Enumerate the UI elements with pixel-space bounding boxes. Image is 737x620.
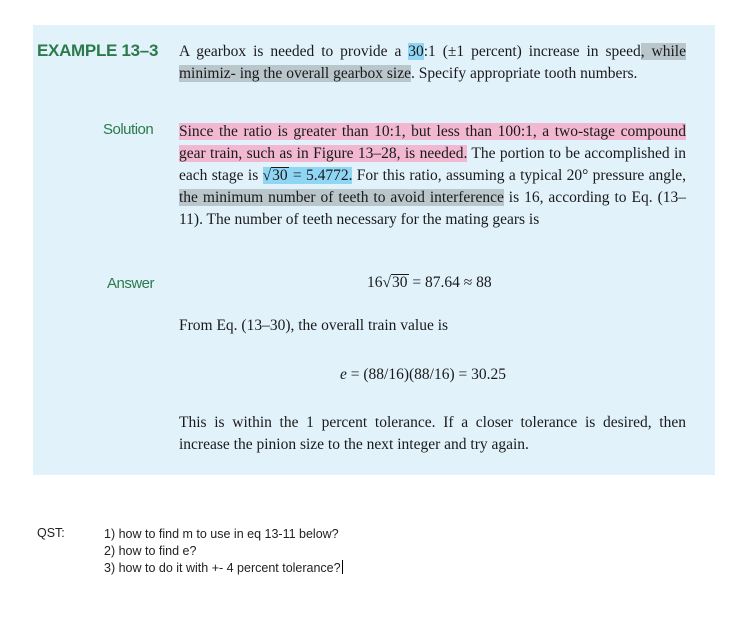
equation-train-value [340, 366, 506, 384]
equation-teeth [367, 274, 492, 292]
eq1-sqrt-symbol: √ [382, 274, 392, 291]
questions-label: QST: [37, 526, 65, 540]
example-title: EXAMPLE 13–3 [37, 41, 159, 60]
highlight-solution-intro: Since the ratio is greater than 10:1, but less than 100:1, a two-stage compound gear train, such as in Figure 13–28, is needed. [179, 123, 686, 162]
from-eq-text: From Eq. (13–30), the overall train value is [179, 317, 449, 334]
sqrt-value: = 5.4772. [288, 167, 353, 184]
solution-text-1: The portion to be accomplished in each stage is [179, 145, 687, 184]
question-item [104, 560, 343, 577]
solution-text-3: is 16, according to Eq. (13–11). The number of teeth necessary for the mating gears is [179, 189, 686, 228]
eq1-coefficient: 16 [367, 274, 383, 291]
solution-text [179, 121, 686, 231]
solution-label: Solution [103, 121, 154, 138]
eq1-sqrt-argument: 30 [392, 274, 408, 291]
problem-text-1: A gearbox is needed to provide a [179, 43, 409, 60]
highlight-ratio: 30 [408, 43, 424, 60]
question-item-text: 3) how to do it with +- 4 percent tolerance? [104, 561, 341, 575]
solution-text-2: For this ratio, assuming a typical 20° pressure angle, [352, 167, 687, 184]
eq2-result: = (88/16)(88/16) = 30.25 [346, 366, 507, 383]
questions-list [104, 526, 343, 577]
sqrt-symbol: √ [262, 167, 272, 184]
question-item: 2) how to find e? [104, 544, 197, 558]
highlight-minimize: , while minimiz- ing the overall gearbox size [179, 43, 686, 82]
example-panel [33, 25, 715, 475]
eq1-result: = 87.64 ≈ 88 [408, 274, 492, 291]
problem-text-3: . Specify appropriate tooth numbers. [411, 65, 638, 82]
closing-text: This is within the 1 percent tolerance. If a closer tolerance is desired, then increase the pinion size to the next integer and try again. [179, 414, 686, 453]
problem-statement [179, 41, 686, 85]
question-item: 1) how to find m to use in eq 13-11 below? [104, 527, 339, 541]
highlight-sqrt [263, 167, 353, 184]
answer-label: Answer [107, 275, 155, 292]
eq2-variable: e [340, 366, 347, 383]
sqrt-argument: 30 [272, 167, 288, 184]
problem-text-2: :1 (±1 percent) increase in speed [423, 43, 641, 60]
text-cursor [342, 560, 343, 574]
highlight-min-teeth: the minimum number of teeth to avoid interference [179, 189, 504, 206]
